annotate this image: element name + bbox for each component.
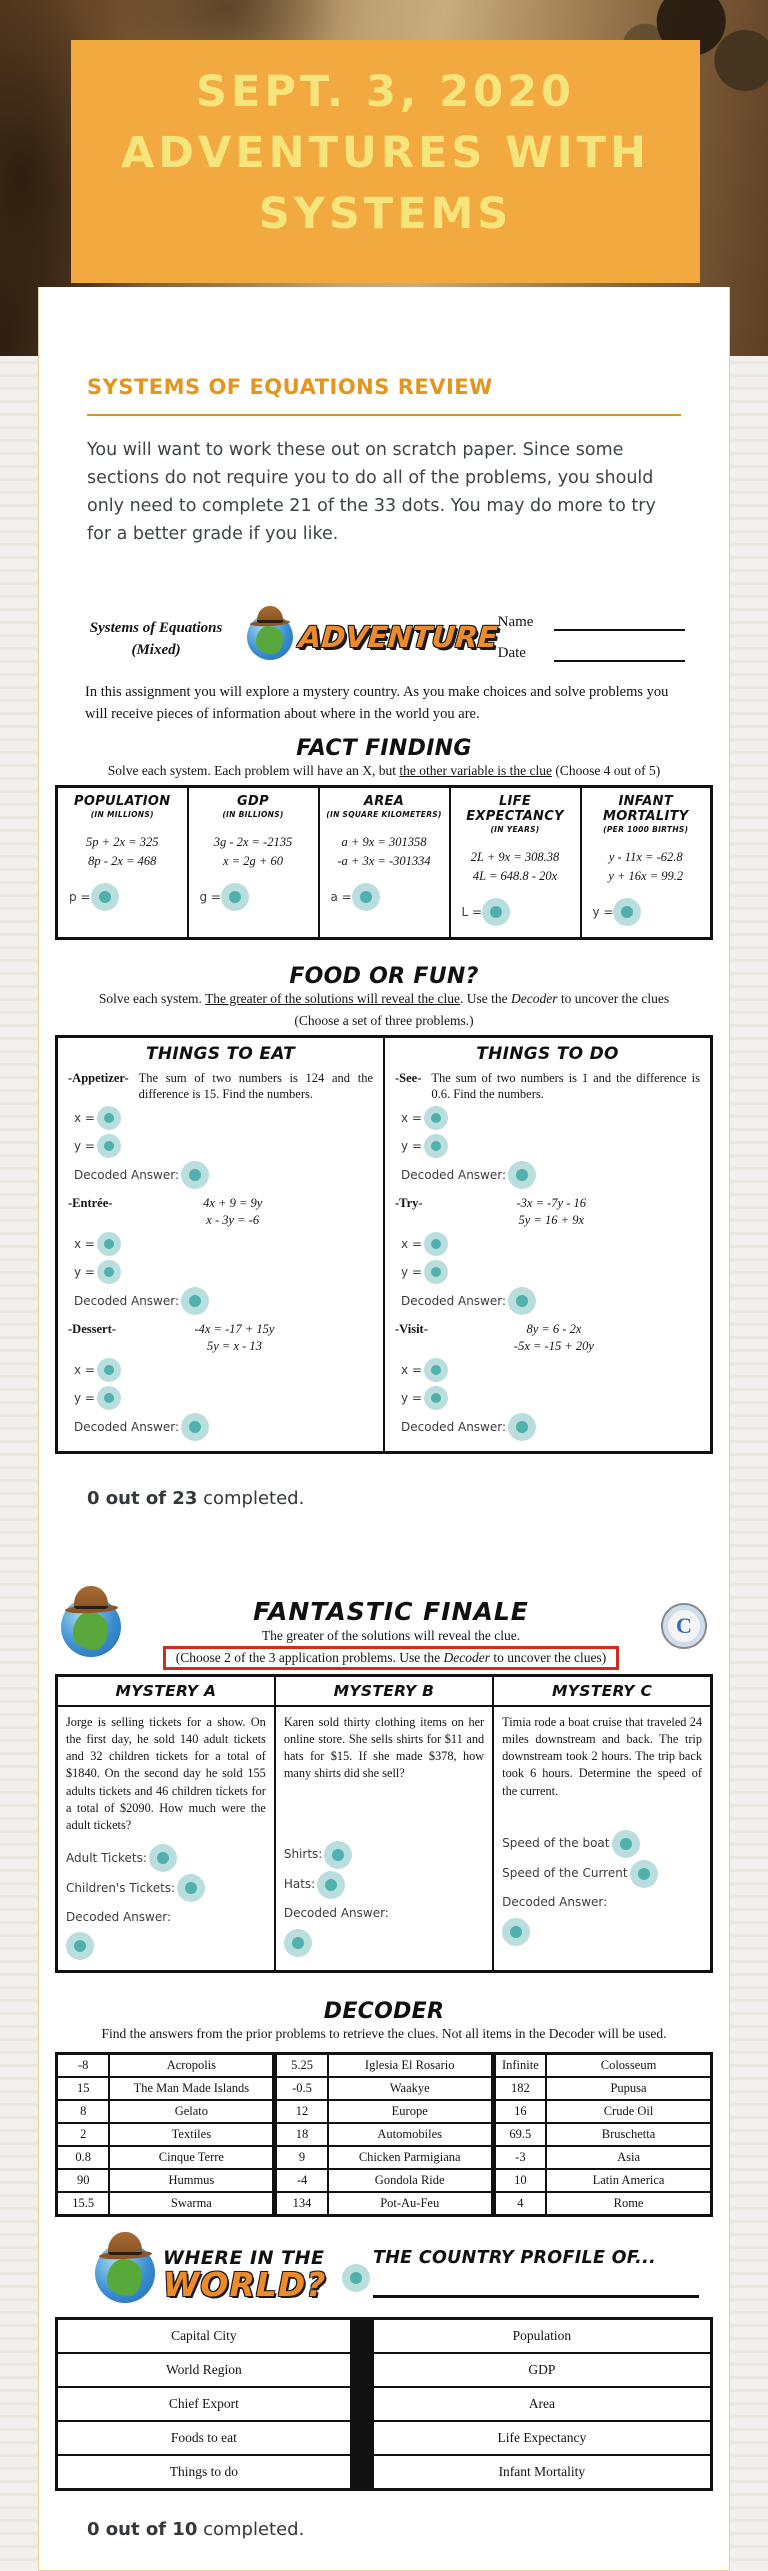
- mystery-b-column: [275, 1675, 493, 1971]
- fact-column-population: POPULATION (IN MILLIONS) 5p + 2x = 325 8p - 2x = 468 p =: [57, 786, 188, 938]
- decoder-value: 182: [493, 2077, 546, 2100]
- decoder-row: [57, 2146, 712, 2169]
- decoder-clue: Colosseum: [546, 2054, 711, 2078]
- decoded-answer-row: Decoded Answer:: [74, 1287, 373, 1315]
- decoder-value: 18: [275, 2123, 328, 2146]
- system-equations: -3x = -7y - 16 5y = 16 + 9x: [516, 1196, 587, 1228]
- answer-x-row: x =: [74, 1231, 373, 1257]
- review-section: [39, 375, 729, 548]
- date-row: [498, 645, 685, 662]
- problem-visit: -Visit- 8y = 6 - 2x -5x = -15 + 20y x = y = Decoded Answer:: [395, 1321, 700, 1441]
- decoder-value: -8: [57, 2054, 110, 2078]
- answer-dot[interactable]: [424, 1106, 448, 1130]
- decoder-value: -4: [275, 2169, 328, 2192]
- answer-dot[interactable]: [181, 1287, 209, 1315]
- answer-dot[interactable]: [630, 1860, 658, 1888]
- worksheet-page-1: [55, 614, 713, 1454]
- where-in-the-world-logo: [95, 2243, 326, 2303]
- answer-dot[interactable]: [177, 1874, 205, 1902]
- things-to-eat-title: THINGS TO EAT: [145, 1043, 296, 1064]
- progress-counter-1: 0 out of 23 completed.: [87, 1487, 305, 1509]
- decoder-clue: Crude Oil: [546, 2100, 711, 2123]
- answer-dot[interactable]: [97, 1232, 121, 1256]
- decoded-answer-row: Decoded Answer:: [74, 1161, 373, 1189]
- answer-dot[interactable]: [424, 1260, 448, 1284]
- food-or-fun-subtitle-2: (Choose a set of three problems.): [294, 1012, 474, 1028]
- system-equations: 2L + 9x = 308.38 4L = 648.8 - 20x: [470, 849, 560, 883]
- date-blank-line: [554, 646, 685, 662]
- decoder-clue: Gelato: [109, 2100, 274, 2123]
- answer-dot[interactable]: [97, 1358, 121, 1382]
- answer-dot[interactable]: [508, 1413, 536, 1441]
- answer-dot[interactable]: [424, 1134, 448, 1158]
- worksheet-title: Systems of Equations (Mixed): [89, 620, 223, 658]
- finale-title-block: [121, 1597, 661, 1670]
- fact-column-area: AREA (IN SQUARE KILOMETERS) a + 9x = 301358 -a + 3x = -301334 a =: [319, 786, 450, 938]
- decoder-clue: Pot-Au-Feu: [328, 2192, 493, 2216]
- answer-y-row: y =: [401, 1385, 700, 1411]
- answer-dot[interactable]: [97, 1386, 121, 1410]
- decoded-answer-label: Decoded Answer:: [283, 1906, 389, 1921]
- name-blank-line: [554, 615, 685, 631]
- answer-dot[interactable]: [424, 1386, 448, 1410]
- mystery-a-problem: Jorge is selling tickets for a show. On the first day, he sold 140 adult tickets and 32 children tickets for a total of $1840. On the second day he sold 155 adults tickets and 46 children tickets for a total of $2090. How much were the adult tickets?: [66, 1714, 266, 1832]
- things-to-do-column: [384, 1036, 712, 1452]
- title-banner: [71, 40, 700, 283]
- title-line-1: SEPT. 3, 2020: [196, 67, 575, 117]
- decoder-value: 5.25: [275, 2054, 328, 2078]
- decoder-value: 90: [57, 2169, 110, 2192]
- mystery-b-title: MYSTERY B: [276, 1677, 492, 1707]
- answer-dot[interactable]: [352, 883, 380, 911]
- globe-fedora-icon: [247, 614, 293, 660]
- finale-header: [61, 1597, 707, 1670]
- globe-fedora-icon: [95, 2243, 155, 2303]
- decoded-answer-row: Decoded Answer:: [401, 1161, 700, 1189]
- food-or-fun-title: FOOD OR FUN?: [289, 963, 479, 989]
- answer-dot[interactable]: [612, 1830, 640, 1858]
- worksheet-header: [83, 614, 685, 676]
- profile-row: [57, 2455, 712, 2490]
- decoded-answer-row: Decoded Answer:: [401, 1413, 700, 1441]
- profile-right-cell: Life Expectancy: [373, 2421, 712, 2455]
- mystery-b-problem: Karen sold thirty clothing items on her online store. She sells shirts for $11 and hats for $15. If she made $378, how many shirts did she sell?: [283, 1714, 485, 1781]
- page-title: [121, 40, 650, 245]
- system-equations: y - 11x = -62.8 y + 16x = 99.2: [608, 849, 684, 883]
- problem-entree: -Entrée- 4x + 9 = 9y x - 3y = -6 x = y = Decoded Answer:: [68, 1195, 373, 1315]
- answer-dot[interactable]: [181, 1413, 209, 1441]
- decoder-value: 9: [275, 2146, 328, 2169]
- country-profile-heading-block: [373, 2248, 703, 2298]
- answer-dot[interactable]: [342, 2264, 370, 2292]
- instructions-text: You will want to work these out on scratch paper. Since some sections do not require you to do all of the problems, you should only need to complete 21 of the 33 dots. You may do more to try for a better grade if you like.: [87, 440, 656, 544]
- answer-x-row: x =: [74, 1357, 373, 1383]
- answer-dot[interactable]: [508, 1287, 536, 1315]
- field-speed-of-current: Speed of the Current: [502, 1860, 702, 1888]
- decoded-answer-dot-row: [502, 1918, 702, 1946]
- decoder-value: 8: [57, 2100, 110, 2123]
- decoder-clue: Bruschetta: [546, 2123, 711, 2146]
- name-label: Name: [497, 614, 534, 630]
- mystery-c-column: [493, 1675, 711, 1971]
- fact-finding-title: FACT FINDING: [296, 735, 472, 761]
- decoder-row: [57, 2169, 712, 2192]
- adventure-logo: [247, 614, 498, 660]
- mystery-b-body: [276, 1707, 492, 1967]
- answer-x-row: x =: [74, 1105, 373, 1131]
- profile-right-cell: Infant Mortality: [373, 2455, 712, 2490]
- answer-y-row: y =: [401, 1259, 700, 1285]
- profile-divider: [351, 2319, 373, 2354]
- finale-subtitle: The greater of the solutions will reveal the clue.: [261, 1627, 521, 1643]
- decoder-value: 16: [493, 2100, 546, 2123]
- decoder-row: [57, 2054, 712, 2078]
- fact-column-gdp: GDP (IN BILLIONS) 3g - 2x = -2135 x = 2g + 60 g =: [188, 786, 319, 938]
- decoder-value: 134: [275, 2192, 328, 2216]
- decoder-table: [55, 2052, 713, 2217]
- decoder-clue: Iglesia El Rosario: [328, 2054, 493, 2078]
- decoded-answer-label: Decoded Answer:: [502, 1895, 608, 1910]
- problem-appetizer: -Appetizer- The sum of two numbers is 124 and the difference is 15. Find the numbers. x = y = Decoded Answer:: [68, 1070, 373, 1190]
- profile-left-cell: Chief Export: [57, 2387, 351, 2421]
- worksheet-intro: In this assignment you will explore a mystery country. As you make choices and solve problems you will receive pieces of information about where in the world you are.: [85, 684, 669, 722]
- profile-left-cell: Capital City: [57, 2319, 351, 2354]
- adventure-logo-text: ADVENTURE: [297, 620, 499, 654]
- decoder-clue: Acropolis: [109, 2054, 274, 2078]
- decoder-row: [57, 2192, 712, 2216]
- decoded-answer-dot-row: [66, 1932, 266, 1960]
- decoder-clue: The Man Made Islands: [109, 2077, 274, 2100]
- food-or-fun-subtitle: Solve each system. The greater of the solutions will reveal the clue. Use the Decoder to uncover the clues: [98, 990, 670, 1006]
- answer-y-row: y =: [74, 1133, 373, 1159]
- food-or-fun-table: [55, 1035, 713, 1454]
- fact-finding-subtitle: Solve each system. Each problem will have an X, but the other variable is the clue (Choose 4 out of 5): [107, 762, 661, 778]
- worksheet-page-2: [55, 1597, 713, 2491]
- globe-fedora-icon: [61, 1597, 121, 1657]
- answer-dot[interactable]: [324, 1841, 352, 1869]
- answer-row: a =: [331, 883, 446, 911]
- answer-dot[interactable]: [284, 1929, 312, 1957]
- field-children-tickets: Children's Tickets:: [66, 1874, 266, 1902]
- decoder-value: Infinite: [493, 2054, 546, 2078]
- where-in-the-world-text: WHERE IN THE WORLD?: [163, 2246, 327, 2304]
- fact-finding-table: [55, 785, 713, 940]
- decoder-clue: Asia: [546, 2146, 711, 2169]
- decoder-clue: Pupusa: [546, 2077, 711, 2100]
- profile-divider: [351, 2455, 373, 2490]
- answer-dot[interactable]: [502, 1918, 530, 1946]
- decoder-value: -0.5: [275, 2077, 328, 2100]
- answer-dot[interactable]: [91, 883, 119, 911]
- title-line-2: ADVENTURES WITH: [120, 128, 651, 179]
- decoder-value: 12: [275, 2100, 328, 2123]
- decoder-clue: Hummus: [109, 2169, 274, 2192]
- country-profile-heading: THE COUNTRY PROFILE OF...: [373, 2248, 657, 2269]
- field-hats: Hats:: [284, 1871, 484, 1899]
- mystery-table: [55, 1674, 713, 1973]
- decoder-value: 15.5: [57, 2192, 110, 2216]
- heading-divider: [87, 414, 681, 416]
- title-line-3: SYSTEMS: [258, 189, 513, 240]
- fact-column-life-expectancy: LIFE EXPECTANCY (IN YEARS) 2L + 9x = 308.38 4L = 648.8 - 20x L =: [450, 786, 581, 938]
- decoder-row: [57, 2077, 712, 2100]
- profile-row: [57, 2353, 712, 2387]
- name-row: [498, 614, 685, 631]
- content-card: [38, 287, 730, 2571]
- decoder-clue: Europe: [328, 2100, 493, 2123]
- profile-divider: [351, 2387, 373, 2421]
- problem-try: -Try- -3x = -7y - 16 5y = 16 + 9x x = y = Decoded Answer:: [395, 1195, 700, 1315]
- answer-dot[interactable]: [66, 1932, 94, 1960]
- answer-row: L =: [462, 898, 577, 926]
- decoder-clue: Textiles: [109, 2123, 274, 2146]
- problem-dessert: -Dessert- -4x = -17 + 15y 5y = x - 13 x = y = Decoded Answer:: [68, 1321, 373, 1441]
- profile-row: [57, 2421, 712, 2455]
- name-date-block: [498, 614, 685, 676]
- decoder-row: [57, 2100, 712, 2123]
- decoder-value: 4: [493, 2192, 546, 2216]
- system-equations: a + 9x = 301358 -a + 3x = -301334: [337, 834, 431, 868]
- answer-x-row: x =: [401, 1357, 700, 1383]
- fact-column-infant-mortality: INFANT MORTALITY (PER 1000 BIRTHS) y - 11x = -62.8 y + 16x = 99.2 y =: [581, 786, 712, 938]
- decoder-value: -3: [493, 2146, 546, 2169]
- system-equations: -4x = -17 + 15y 5y = x - 13: [194, 1322, 275, 1353]
- profile-left-cell: Things to do: [57, 2455, 351, 2490]
- answer-y-row: y =: [74, 1259, 373, 1285]
- answer-row: g =: [200, 883, 315, 911]
- decoder-value: 2: [57, 2123, 110, 2146]
- answer-dot[interactable]: [97, 1106, 121, 1130]
- decoder-subtitle: Find the answers from the prior problems to retrieve the clues. Not all items in the Decoder will be used.: [101, 2026, 667, 2042]
- answer-dot[interactable]: [97, 1134, 121, 1158]
- system-equations: 8y = 6 - 2x -5x = -15 + 20y: [513, 1322, 594, 1353]
- answer-dot[interactable]: [508, 1161, 536, 1189]
- answer-dot[interactable]: [97, 1260, 121, 1284]
- country-profile-table: [55, 2317, 713, 2491]
- where-in-the-world-header: [65, 2243, 703, 2303]
- mystery-c-body: [494, 1707, 710, 1956]
- answer-x-row: x =: [401, 1231, 700, 1257]
- answer-dot[interactable]: [221, 883, 249, 911]
- answer-dot[interactable]: [181, 1161, 209, 1189]
- system-equations: 5p + 2x = 325 8p - 2x = 468: [86, 834, 159, 868]
- fantastic-finale-title: FANTASTIC FINALE: [253, 1596, 529, 1626]
- answer-y-row: y =: [74, 1385, 373, 1411]
- profile-row: [57, 2319, 712, 2354]
- answer-y-row: y =: [401, 1133, 700, 1159]
- decoded-answer-row: Decoded Answer:: [74, 1413, 373, 1441]
- answer-dot[interactable]: [424, 1358, 448, 1382]
- profile-row: [57, 2387, 712, 2421]
- field-shirts: Shirts:: [284, 1841, 484, 1869]
- answer-dot[interactable]: [149, 1844, 177, 1872]
- section-heading: SYSTEMS OF EQUATIONS REVIEW: [87, 375, 493, 399]
- answer-x-row: x =: [401, 1105, 700, 1131]
- field-adult-tickets: Adult Tickets:: [66, 1844, 266, 1872]
- profile-left-cell: Foods to eat: [57, 2421, 351, 2455]
- decoder-clue: Rome: [546, 2192, 711, 2216]
- answer-row: y =: [593, 898, 708, 926]
- mystery-a-column: [57, 1675, 275, 1971]
- things-to-do-title: THINGS TO DO: [476, 1043, 619, 1064]
- system-equations: 4x + 9 = 9y x - 3y = -6: [203, 1196, 263, 1228]
- decoded-answer-dot-row: [284, 1929, 484, 1957]
- mystery-a-body: [58, 1707, 274, 1970]
- things-to-eat-column: [57, 1036, 385, 1452]
- decoder-value: 15: [57, 2077, 110, 2100]
- decoder-clue: Automobiles: [328, 2123, 493, 2146]
- profile-left-cell: World Region: [57, 2353, 351, 2387]
- profile-right-cell: Area: [373, 2387, 712, 2421]
- answer-row: p =: [69, 883, 184, 911]
- field-speed-of-boat: Speed of the boat: [502, 1830, 702, 1858]
- mystery-c-title: MYSTERY C: [494, 1677, 710, 1707]
- choose-instructions-box: (Choose 2 of the 3 application problems. Use the Decoder to uncover the clues): [163, 1646, 619, 1670]
- decoder-value: 69.5: [493, 2123, 546, 2146]
- system-equations: 3g - 2x = -2135 x = 2g + 60: [213, 834, 293, 868]
- decoder-value: 10: [493, 2169, 546, 2192]
- answer-dot[interactable]: [613, 898, 641, 926]
- decoder-clue: Waakye: [328, 2077, 493, 2100]
- answer-dot[interactable]: [424, 1232, 448, 1256]
- decoder-title: DECODER: [323, 1999, 445, 2025]
- date-label: Date: [497, 645, 526, 661]
- answer-dot[interactable]: [317, 1871, 345, 1899]
- mystery-a-title: MYSTERY A: [58, 1677, 274, 1707]
- progress-counter-2: 0 out of 10 completed.: [87, 2519, 305, 2541]
- decoder-clue: Chicken Parmigiana: [328, 2146, 493, 2169]
- decoder-clue: Latin America: [546, 2169, 711, 2192]
- decoder-clue: Swarma: [109, 2192, 274, 2216]
- clark-creative-math-logo: C: [661, 1603, 707, 1649]
- decoder-value: 0.8: [57, 2146, 110, 2169]
- country-answer-line: [373, 2268, 699, 2298]
- profile-divider: [351, 2353, 373, 2387]
- mystery-c-problem: Timia rode a boat cruise that traveled 24 miles downstream and back. The trip downstream took 2 hours. The trip back took 6 hours. Determine the speed of the current.: [502, 1714, 702, 1798]
- decoded-answer-label: Decoded Answer:: [66, 1909, 172, 1924]
- decoder-clue: Gondola Ride: [328, 2169, 493, 2192]
- problem-see: -See- The sum of two numbers is 1 and the difference is 0.6. Find the numbers. x = y = Decoded Answer:: [395, 1070, 700, 1190]
- profile-right-cell: Population: [373, 2319, 712, 2354]
- profile-divider: [351, 2421, 373, 2455]
- decoded-answer-row: Decoded Answer:: [401, 1287, 700, 1315]
- decoder-row: [57, 2123, 712, 2146]
- answer-dot[interactable]: [482, 898, 510, 926]
- profile-right-cell: GDP: [373, 2353, 712, 2387]
- decoder-clue: Cinque Terre: [109, 2146, 274, 2169]
